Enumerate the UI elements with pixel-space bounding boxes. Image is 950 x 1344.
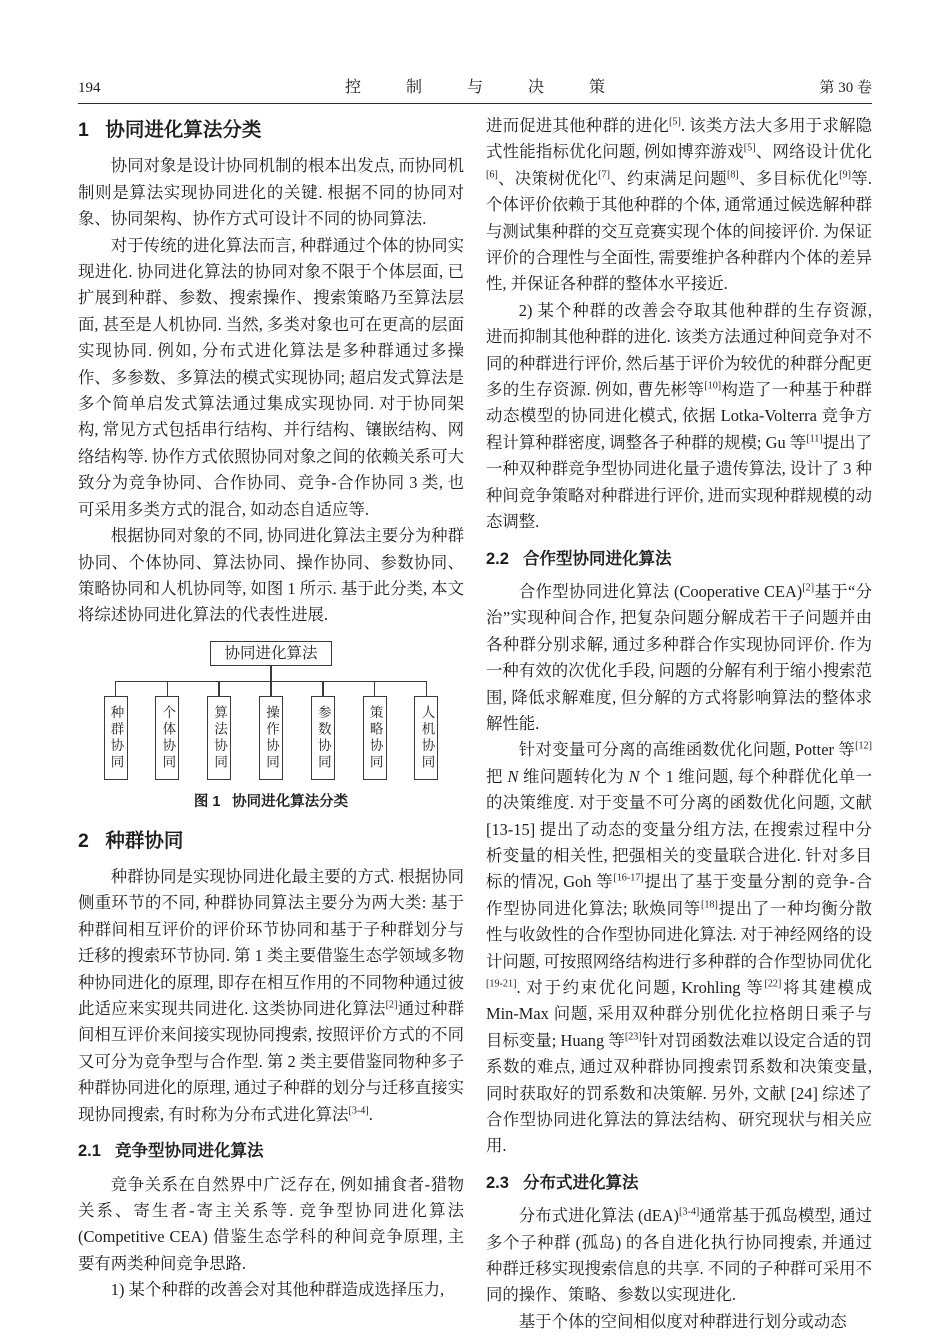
right-column bbox=[486, 113, 872, 1335]
section-1-title: 协同进化算法分类 bbox=[105, 119, 262, 141]
figure-node: 参数协同 bbox=[311, 696, 335, 780]
figure-node: 算法协同 bbox=[207, 696, 231, 780]
paragraph: 合作型协同进化算法 (Cooperative CEA)[2]基于“分治”实现种间合作, 把复杂问题分解成若干子问题并由各种群分别求解, 通过多种群合作实现协同评价. 作为一种有效的次优化手段, 问题的分解有利于缩小搜索范围, 降低求解难度, 但分解的方式将影响算法的整体求解性能. bbox=[486, 581, 872, 733]
section-2-1-heading bbox=[78, 1138, 464, 1164]
paragraph: 1) 某个种群的改善会对其他种群造成选择压力, bbox=[110, 1280, 445, 1300]
section-2-2-title: 合作型协同进化算法 bbox=[522, 549, 672, 568]
figure-root-node: 协同进化算法 bbox=[210, 641, 331, 666]
figure-node: 策略协同 bbox=[363, 696, 387, 780]
page-number: 194 bbox=[78, 80, 101, 96]
figure-stub-connector bbox=[426, 682, 428, 696]
figure-child-cell bbox=[103, 682, 128, 780]
figure-root-row bbox=[103, 641, 439, 666]
section-2-3-heading bbox=[486, 1170, 872, 1196]
section-2-heading bbox=[78, 828, 464, 854]
section-1-number: 1 bbox=[78, 119, 89, 141]
content-columns bbox=[78, 113, 872, 1335]
journal-title: 控制与决策 bbox=[344, 79, 650, 96]
page-header bbox=[78, 74, 872, 97]
paragraph: 协同对象是设计协同机制的根本出发点, 而协同机制则是算法实现协同进化的关键. 根据不同的协同对象、协同架构、协作方式可设计不同的协同算法. bbox=[78, 156, 464, 229]
header-rule bbox=[78, 103, 872, 104]
figure-stub-connector bbox=[322, 682, 324, 696]
paragraph: 根据协同对象的不同, 协同进化算法主要分为种群协同、个体协同、算法协同、操作协同、参数协同、策略协同和人机协同等, 如图 1 所示. 基于此分类, 本文将综述协同进化算法的代表性进展. bbox=[78, 526, 464, 625]
section-2-title: 种群协同 bbox=[105, 829, 184, 852]
figure-child-cell bbox=[310, 682, 335, 780]
figure-caption-text: 协同进化算法分类 bbox=[232, 794, 349, 811]
figure-caption bbox=[103, 789, 439, 815]
figure-node: 人机协同 bbox=[414, 696, 438, 780]
section-2-3-title: 分布式进化算法 bbox=[522, 1173, 639, 1192]
volume-label: 第 30 卷 bbox=[819, 80, 872, 96]
figure-child-cell bbox=[414, 682, 439, 780]
section-2-1-title: 竞争型协同进化算法 bbox=[114, 1142, 264, 1161]
figure-child-cell bbox=[207, 682, 232, 780]
figure-stub-connector bbox=[374, 682, 376, 696]
paragraph: 针对变量可分离的高维函数优化问题, Potter 等[12]把 N 维问题转化为 N 个 1 维问题, 每个种群优化单一的决策维度. 对于变量不可分离的函数优化问题, 文献 [13-15] 提出了动态的变量分组方法, 在搜索过程中分析变量的相关性, 把强相关的变量联合进化. 针对多目标的情况, Goh 等[16-17]提出了基于变量分割的竞争-合作型协同进化算法; 耿焕同等[18]提出了一种均衡分散性与收敛性的合作型协同进化算法. 对于神经网络的设计问题, 可按照网络结构进行多种群的合作型协同优化[19-21]. 对于约束优化问题, Krohling 等[22]将其建模成 Min-Max 问题, 采用双种群分别优化拉格朗日乘子与目标变量; Huang 等[23]针对罚函数法难以设定合适的罚系数的难点, 通过双种群协同搜索罚系数和决策变量, 同时获取好的罚系数和决策解. 另外, 文献 [24] 综述了合作型协同进化算法的算法结构、研究现状与相关应用. bbox=[486, 740, 873, 1156]
figure-child-cell bbox=[155, 682, 180, 780]
paragraph: 分布式进化算法 (dEA)[3-4]通常基于孤岛模型, 通过多个子种群 (孤岛) 的各自进化执行协同搜索, 并通过种群迁移实现搜索信息的共享. 不同的子种群可采用不同的操作、策略、参数以实现进化. bbox=[486, 1206, 872, 1305]
paragraph: 2) 某个种群的改善会夺取其他种群的生存资源, 进而抑制其他种群的进化. 该类方法通过种间竞争对不同的种群进行评价, 然后基于评价为较优的种群分配更多的生存资源. 例如, 曹先彬等[10]构造了一种基于种群动态模型的协同进化模式, 依据 Lotka-Volterra 竞争方程计算种群密度, 调整各子种群的规模; Gu 等[11]提出了一种双种群竞争型协同进化量子遗传算法, 设计了 3 种种间竞争策略对种群进行评价, 进而实现种群规模的动态调整. bbox=[486, 300, 873, 532]
figure-stub-connector bbox=[218, 682, 220, 696]
figure-child-cell bbox=[258, 682, 283, 780]
figure-children-row bbox=[103, 682, 439, 780]
figure-node: 操作协同 bbox=[259, 696, 283, 780]
figure-node: 种群协同 bbox=[104, 696, 128, 780]
left-column bbox=[78, 113, 464, 1335]
section-2-1-number: 2.1 bbox=[78, 1142, 101, 1161]
paragraph: 基于个体的空间相似度对种群进行划分或动态 bbox=[518, 1311, 847, 1331]
paragraph: 对于传统的进化算法而言, 种群通过个体的协同实现进化. 协同进化算法的协同对象不限于个体层面, 已扩展到种群、参数、搜索操作、搜索策略乃至算法层面, 甚至是人机协同. 当然, 多类对象也可在更高的层面实现协同. 例如, 分布式进化算法是多种群通过多操作、多参数、多算法的模式实现协同; 超启发式算法是多个简单启发式算法通过集成实现协同. 对于协同架构, 常见方式包括串行结构、并行结构、镶嵌结构、网络结构等. 协作方式依照协同对象之间的依赖关系可大致分为竞争协同、合作协同、竞争-合作协同 3 类, 也可采用多类方式的混合, 如动态自适应等. bbox=[78, 235, 464, 519]
figure-caption-label: 图 1 bbox=[193, 794, 221, 811]
figure-child-cell bbox=[362, 682, 387, 780]
paragraph: 竞争关系在自然界中广泛存在, 例如捕食者-猎物关系、寄生者-寄主关系等. 竞争型协同进化算法 (Competitive CEA) 借鉴生态学科的种间竞争原理, 主要有两类种间竞争思路. bbox=[78, 1174, 464, 1273]
section-2-2-number: 2.2 bbox=[486, 549, 509, 568]
figure-1-tree-diagram bbox=[103, 641, 439, 816]
figure-node: 个体协同 bbox=[155, 696, 179, 780]
figure-root-connector bbox=[270, 666, 272, 681]
paragraph: 种群协同是实现协同进化最主要的方式. 根据协同侧重环节的不同, 种群协同算法主要分为两大类: 基于种群间相互评价的评价环节协同和基于子种群划分与迁移的搜索环节协同. 第 1 类主要借鉴生态学领域多物种协同进化的原理, 即存在相互作用的不同物种通过彼此适应来实现共同进化. 这类协同进化算法[2]通过种群间相互评价来间接实现协同搜索, 按照评价方式的不同又可分为竞争型与合作型. 第 2 类主要借鉴同物种多子种群协同进化的原理, 通过子种群的划分与迁移直接实现协同搜索, 有时称为分布式进化算法[3-4]. bbox=[78, 867, 464, 1124]
section-2-2-heading bbox=[486, 546, 872, 572]
section-2-number: 2 bbox=[78, 829, 89, 852]
figure-stub-connector bbox=[270, 682, 272, 696]
paragraph: 进而促进其他种群的进化[5]. 该类方法大多用于求解隐式性能指标优化问题, 例如博弈游戏[5]、网络设计优化[6]、决策树优化[7]、约束满足问题[8]、多目标优化[9]等. 个体评价依赖于其他种群的个体, 通常通过候选解种群与测试集种群的交互竞赛实现个体的间接评价. 为保证评价的合理性与全面性, 需要维护各种群内个体的差异性, 并保证各种群的整体水平接近. bbox=[486, 116, 873, 294]
section-1-heading bbox=[78, 117, 464, 143]
figure-stub-connector bbox=[115, 682, 117, 696]
section-2-3-number: 2.3 bbox=[486, 1173, 509, 1192]
figure-stub-connector bbox=[167, 682, 169, 696]
